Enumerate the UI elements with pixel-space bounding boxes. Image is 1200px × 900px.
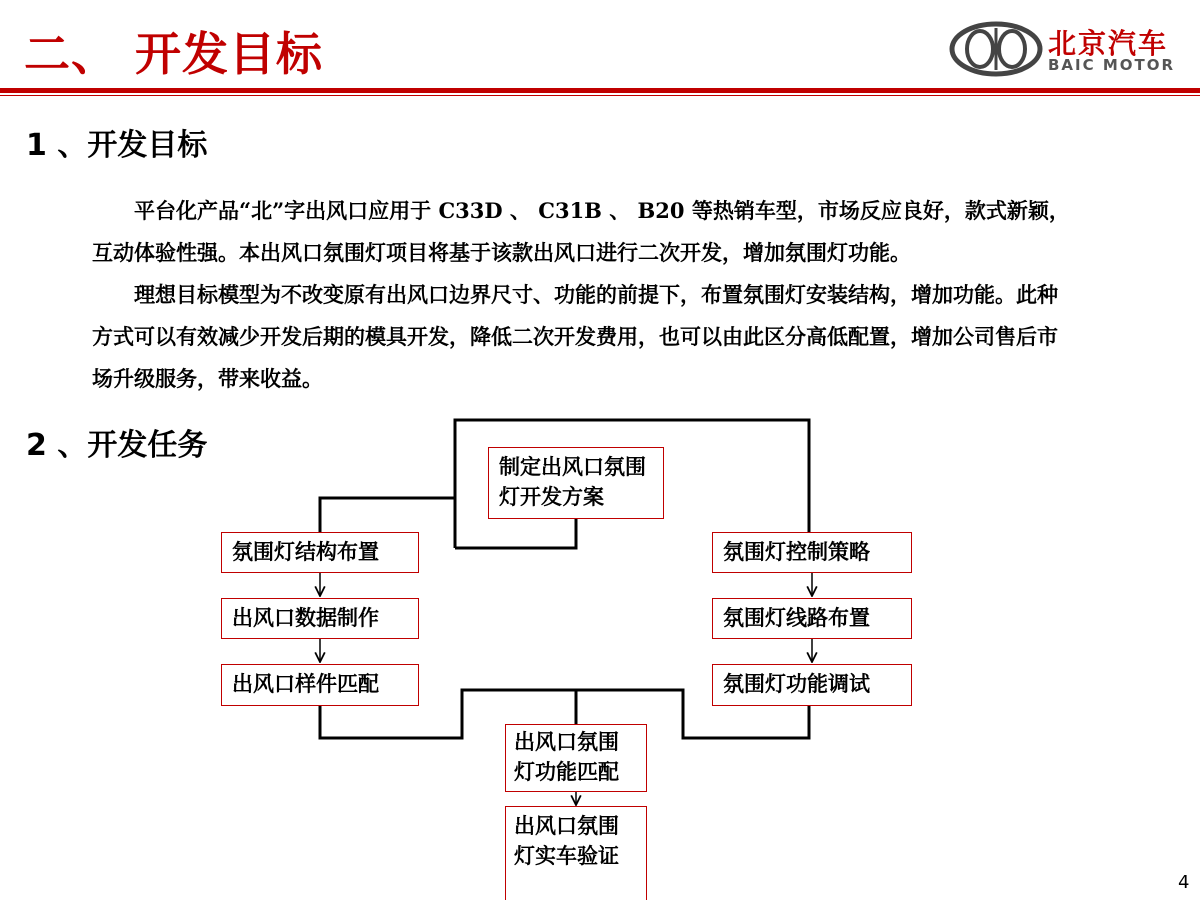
flow-step-left-2: 出风口数据制作: [221, 598, 419, 639]
goal-paragraph-2: 理想目标模型为不改变原有出风口边界尺寸、功能的前提下，布置氛围灯安装结构，增加功能。此种方式可以有效减少开发后期的模具开发，降低二次开发费用，也可以由此区分高低配置，增加公司售后市场升级服务，带来收益。: [92, 282, 1058, 391]
slide-title: 二、 开发目标: [24, 27, 324, 81]
flow-step-right-1: 氛围灯控制策略: [712, 532, 912, 573]
section-heading-tasks: 2 、开发任务: [26, 428, 208, 463]
flow-step-right-2: 氛围灯线路布置: [712, 598, 912, 639]
logo-name-en: BAIC MOTOR: [1048, 56, 1176, 74]
flow-step-right-3: 氛围灯功能调试: [712, 664, 912, 706]
flow-step-left-3: 出风口样件匹配: [221, 664, 419, 706]
goal-paragraph-1: 平台化产品“北”字出风口应用于 C33D 、 C31B 、 B20 等热销车型，市场反应良好，款式新颖，互动体验性强。本出风口氛围灯项目将基于该款出风口进行二次开发，增加氛围灯功能。: [92, 198, 1070, 265]
flow-step-left-1: 氛围灯结构布置: [221, 532, 419, 573]
logo-name-cn: 北京汽车: [1048, 27, 1169, 60]
flow-step-bottom-1: 出风口氛围灯功能匹配: [505, 724, 647, 792]
section-heading-goals: 1 、开发目标: [26, 128, 208, 163]
flow-step-bottom-2: 出风口氛围灯实车验证: [505, 806, 647, 900]
connector-split-left: [320, 498, 455, 532]
connector-top-to-left: [455, 518, 576, 548]
flow-step-plan: 制定出风口氛围灯开发方案: [488, 447, 664, 519]
page-number: 4: [1178, 872, 1190, 893]
